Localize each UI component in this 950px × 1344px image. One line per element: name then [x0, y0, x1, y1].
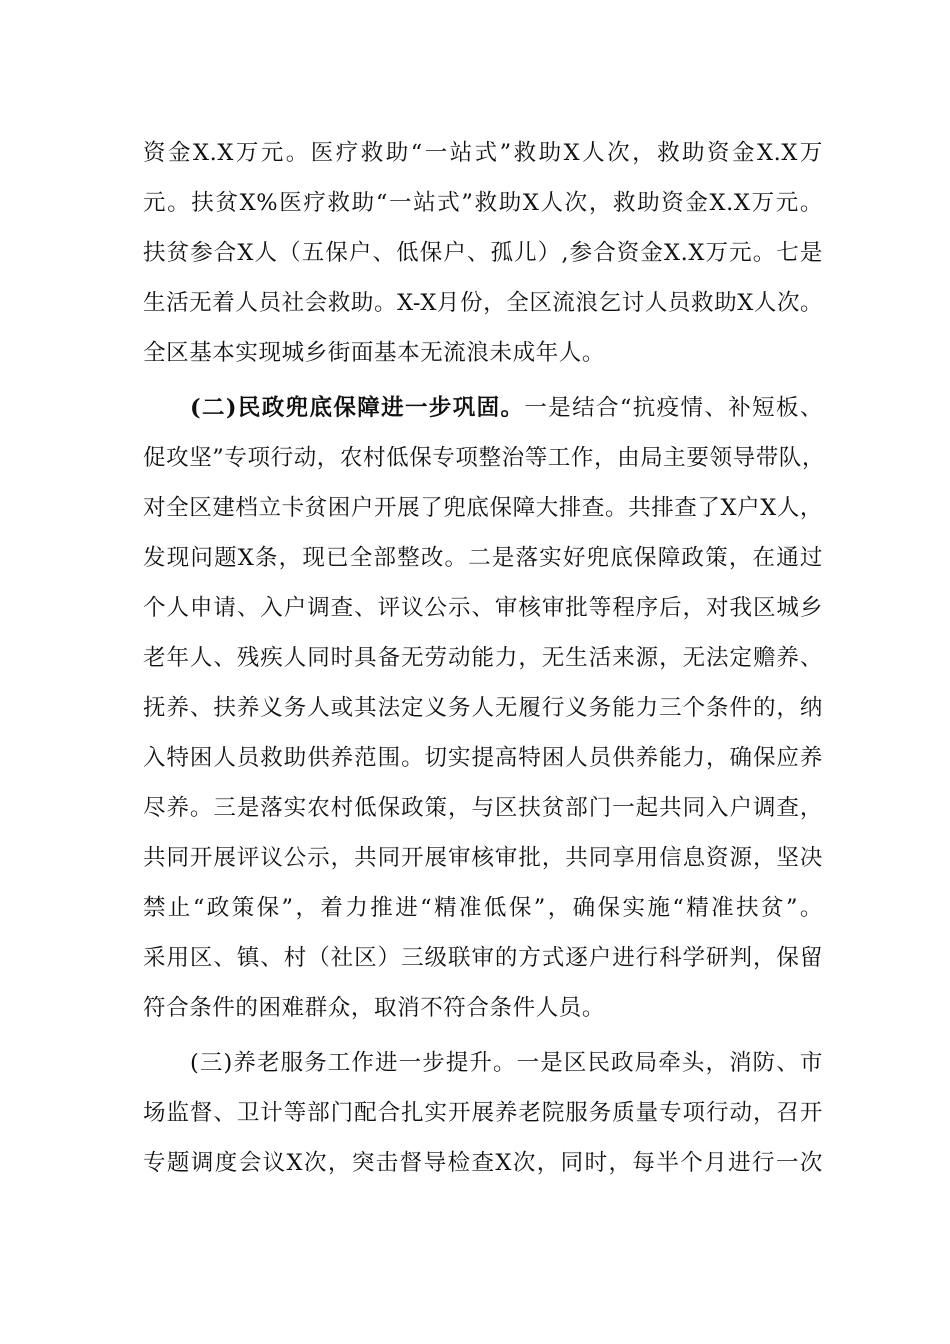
section-2-first-line-rest: 一是结合“抗疫情、补短板、 — [524, 395, 823, 421]
text-line: 促攻坚”专项行动，农村低保专项整治等工作，由局主要领导带队， — [143, 445, 826, 471]
text-line: 禁止“政策保”，着力推进“精准低保”，确保实施“精准扶贫”。 — [143, 895, 823, 921]
section-2-heading: (二)民政兜底保障进一步巩固。 — [190, 395, 525, 421]
text-line: 个人申请、入户调查、评议公示、审核审批等程序后，对我区城乡 — [143, 595, 823, 621]
text-line: 资金X.X万元。医疗救助“一站式”救助X人次，救助资金X.X万 — [143, 140, 823, 166]
text-line: 入特困人员救助供养范围。切实提高特困人员供养能力，确保应养 — [143, 745, 823, 771]
text-line: 抚养、扶养义务人或其法定义务人无履行义务能力三个条件的，纳 — [143, 695, 823, 721]
text-line: 元。扶贫X%医疗救助“一站式”救助X人次，救助资金X.X万元。 — [143, 190, 823, 216]
section-3-first-line: (三)养老服务工作进一步提升。一是区民政局牵头，消防、市 — [190, 1050, 823, 1076]
text-line: 老年人、残疾人同时具备无劳动能力，无生活来源，无法定赡养、 — [143, 645, 823, 671]
text-line: 生活无着人员社会救助。X-X月份，全区流浪乞讨人员救助X人次。 — [143, 290, 824, 316]
text-line: 尽养。三是落实农村低保政策，与区扶贫部门一起共同入户调查， — [143, 795, 823, 821]
text-line: 对全区建档立卡贫困户开展了兜底保障大排查。共排查了X户X人， — [143, 495, 824, 521]
text-line: 共同开展评议公示，共同开展审核审批，共同享用信息资源，坚决 — [143, 845, 823, 871]
text-line: 采用区、镇、村（社区）三级联审的方式逐户进行科学研判，保留 — [143, 945, 823, 971]
text-line: 场监督、卫计等部门配合扎实开展养老院服务质量专项行动，召开 — [143, 1100, 823, 1126]
text-line: 全区基本实现城乡街面基本无流浪未成年人。 — [143, 340, 606, 366]
text-line: 发现问题X条，现已全部整改。二是落实好兜底保障政策，在通过 — [143, 545, 823, 571]
text-line: 符合条件的困难群众，取消不符合条件人员。 — [143, 995, 606, 1021]
text-line: 专题调度会议X次，突击督导检查X次，同时，每半个月进行一次 — [143, 1150, 823, 1176]
text-line: 扶贫参合X人（五保户、低保户、孤儿）,参合资金X.X万元。七是 — [143, 240, 823, 266]
section-2-first-line — [190, 391, 823, 425]
